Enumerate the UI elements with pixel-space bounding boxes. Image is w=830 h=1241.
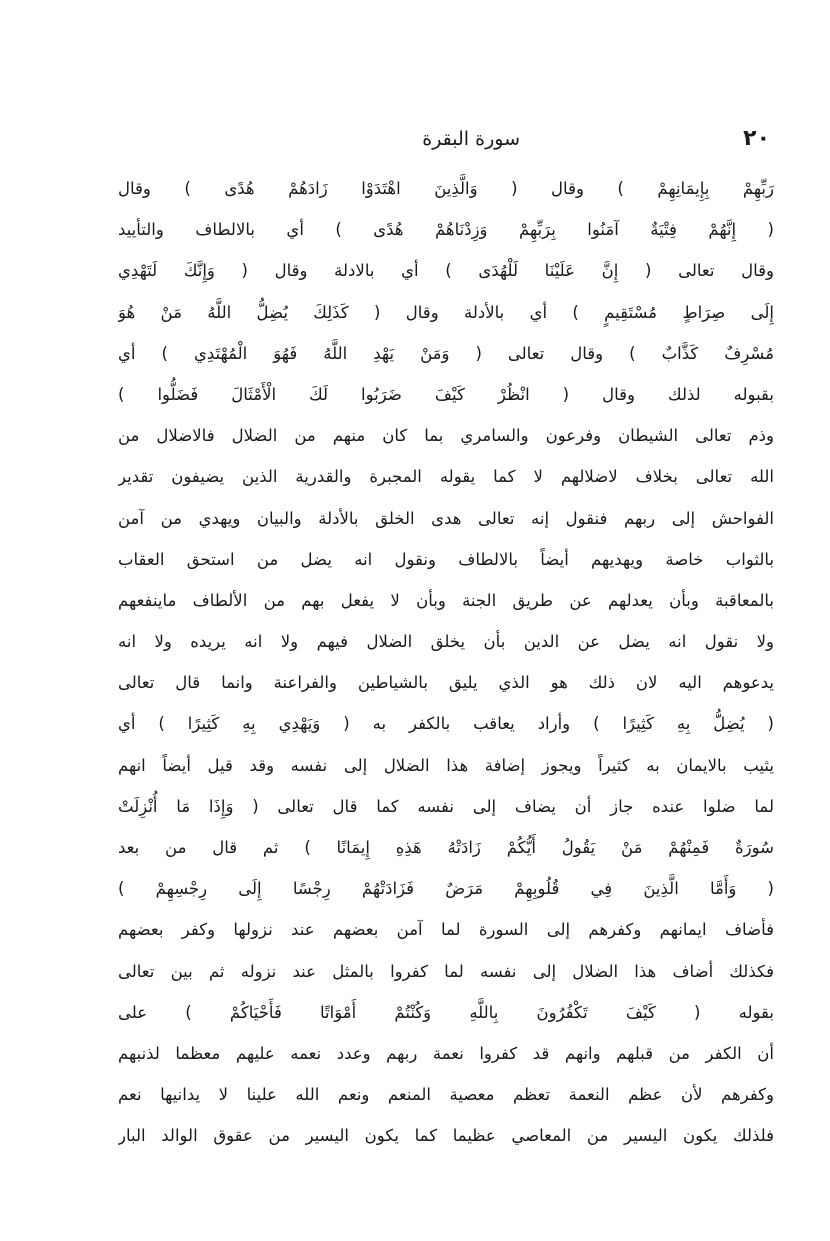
text-line: يدعوهم اليه لان ذلك هو الذي يليق بالشياطين والفراعنة وانما قال تعالى — [118, 673, 774, 693]
text-line: الفواحش إلى ربهم فنقول إنه تعالى هدى الخلق بالأدلة والبيان ويهدي من آمن — [118, 508, 774, 528]
text-line: الله تعالى بخلاف لاضلالهم لا كما يقوله المجبرة والقدرية الذين يضيفون تقدير — [118, 467, 774, 487]
text-line: بقوله ( كَيْفَ تَكْفُرُونَ بِاللَّهِ وَكُنْتُمْ أَمْوَاتًا فَأَحْيَاكُمْ ) على — [118, 1002, 774, 1022]
text-line: وقال تعالى ( إِنَّ عَلَيْنَا لَلْهُدَى ) أي بالادلة وقال ( وَإِنَّكَ لَتَهْدِي — [118, 261, 774, 281]
page-header — [300, 122, 770, 158]
text-line: رَبِّهِمْ بِإِيمَانِهِمْ ) وقال ( وَالَّذِينَ اهْتَدَوْا زَادَهُمْ هُدًى ) وقال — [118, 179, 774, 198]
text-line: بالثواب خاصة ويهديهم أيضاً بالالطاف ونقول انه يضل من استحق العقاب — [118, 549, 774, 569]
text-line: بقبوله لذلك وقال ( انْظُرْ كَيْفَ ضَرَبُوا لَكَ الْأَمْثَالَ فَضَلُّوا ) — [118, 384, 774, 404]
text-line: ( يُضِلُّ بِهِ كَثِيرًا ) وأراد يعاقب بالكفر به ( وَيَهْدِي بِهِ كَثِيرًا ) أي — [118, 714, 774, 734]
page-number: ٢٠ — [743, 126, 770, 151]
text-line: مُسْرِفٌ كَذَّابٌ ) وقال تعالى ( وَمَنْ يَهْدِ اللَّهُ فَهُوَ الْمُهْتَدِي ) أي — [118, 343, 774, 363]
text-line: وكفرهم لأن عظم النعمة تعظم معصية المنعم ونعم الله علينا لا يدانيها نعم — [118, 1085, 774, 1105]
text-line: فلذلك يكون اليسير من المعاصي عظيما كما يكون اليسير من عقوق الوالد البار — [118, 1126, 774, 1146]
text-line: إِلَى صِرَاطٍ مُسْتَقِيمٍ ) أي بالأدلة وقال ( كَذَلِكَ يُضِلُّ اللَّهُ مَنْ هُوَ — [118, 302, 774, 322]
text-line: وذم تعالى الشيطان وفرعون والسامري بما كان منهم من الضلال فالاضلال من — [118, 426, 774, 446]
text-line: فأضاف ايمانهم وكفرهم إلى السورة لما آمن بعضهم عند نزولها وكفر بعضهم — [118, 920, 774, 940]
text-line: ( إِنَّهُمْ فِتْيَةٌ آمَنُوا بِرَبِّهِمْ وَزِدْنَاهُمْ هُدًى ) أي بالالطاف والتأييد — [118, 220, 774, 240]
text-line: سُورَةٌ فَمِنْهُمْ مَنْ يَقُولُ أَيُّكُمْ زَادَتْهُ هَذِهِ إِيمَانًا ) ثم قال من بعد — [118, 838, 774, 857]
surah-title: سورة البقرة — [422, 128, 520, 150]
text-line: ( وَأَمَّا الَّذِينَ فِي قُلُوبِهِمْ مَرَضٌ فَزَادَتْهُمْ رِجْسًا إِلَى رِجْسِهِمْ ) — [118, 879, 774, 899]
text-line: ولا نقول انه يضل عن الدين بأن يخلق الضلال فيهم ولا انه يريده ولا انه — [118, 632, 774, 652]
text-line: يثيب بالايمان به كثيراً ويجوز إضافة هذا الضلال إلى نفسه وقد قيل أيضاً انهم — [118, 755, 774, 775]
text-line: لما ضلوا عنده جاز أن يضاف إلى نفسه كما قال تعالى ( وَإِذَا مَا أُنْزِلَتْ — [118, 796, 774, 816]
text-line: بالمعاقبة وبأن يعدلهم عن طريق الجنة وبأن لا يفعل بهم من الألطاف ماينفعهم — [118, 590, 774, 610]
body-text — [118, 168, 774, 1158]
text-line: أن الكفر من قبلهم وانهم قد كفروا نعمة ربهم وعدد نعمه عليهم معظما لذنبهم — [118, 1043, 774, 1063]
text-line: فكذلك أضاف هذا الضلال إلى نفسه لما كفروا بالمثل عند نزوله ثم بين تعالى — [118, 961, 774, 981]
